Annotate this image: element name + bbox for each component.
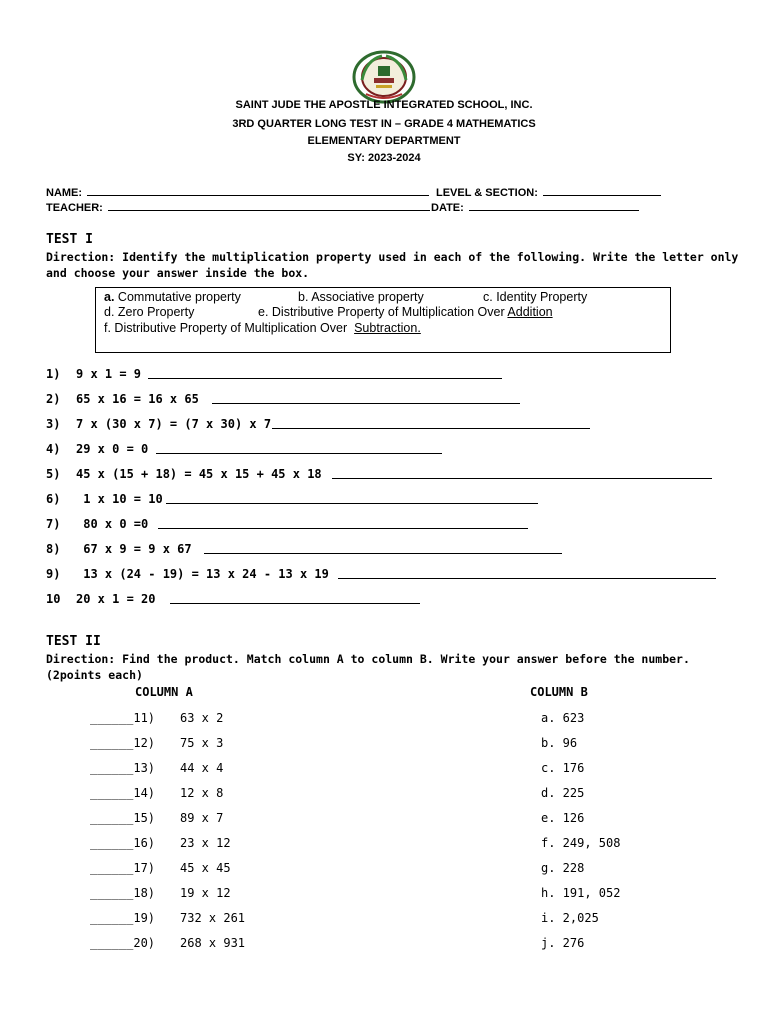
choice-f — [104, 321, 421, 335]
answer-blank[interactable]: ______ — [90, 836, 134, 850]
teacher-label: TEACHER: — [46, 202, 103, 214]
item-number: 12) — [133, 736, 156, 750]
answer-line[interactable] — [212, 403, 520, 404]
column-b-item: c. 176 — [541, 761, 585, 775]
test2-title: TEST II — [46, 634, 101, 649]
item-expression: 19 x 12 — [180, 886, 231, 900]
item-number: 1) — [46, 367, 61, 381]
item-number: 14) — [133, 786, 156, 800]
school-name: SAINT JUDE THE APOSTLE INTEGRATED SCHOOL, INC. — [235, 99, 533, 111]
item-expression: 268 x 931 — [180, 936, 246, 950]
item-number: 16) — [133, 836, 156, 850]
item-text: 1 x 10 = 10 — [76, 492, 163, 506]
column-a-item[interactable] — [90, 886, 155, 900]
department: ELEMENTARY DEPARTMENT — [307, 135, 461, 147]
item-number: 11) — [133, 711, 156, 725]
item-expression: 12 x 8 — [180, 786, 224, 800]
choice-e-word: Addition — [507, 305, 553, 319]
column-a-item[interactable] — [90, 861, 155, 875]
column-a-item[interactable] — [90, 711, 155, 725]
item-number: 17) — [133, 861, 156, 875]
test2-direction-line2: (2points each) — [46, 668, 143, 682]
column-b-item: g. 228 — [541, 861, 585, 875]
item-expression: 44 x 4 — [180, 761, 224, 775]
item-number: 10 — [46, 592, 61, 606]
item-number: 7) — [46, 517, 61, 531]
test1-item[interactable] — [46, 542, 192, 556]
column-b-item: h. 191, 052 — [541, 886, 621, 900]
item-number: 6) — [46, 492, 61, 506]
test1-item[interactable] — [46, 592, 155, 606]
choice-d: d. Zero Property — [104, 305, 195, 319]
item-text: 29 x 0 = 0 — [76, 442, 149, 456]
column-b-item: j. 276 — [541, 936, 585, 950]
teacher-field[interactable] — [46, 201, 430, 214]
answer-line[interactable] — [148, 378, 502, 379]
column-a-item[interactable] — [90, 811, 155, 825]
item-expression: 89 x 7 — [180, 811, 224, 825]
answer-line[interactable] — [272, 428, 590, 429]
choice-f-prefix: f. Distributive Property of Multiplication Over — [104, 321, 348, 335]
test1-item[interactable] — [46, 392, 199, 406]
item-number: 20) — [133, 936, 156, 950]
item-number: 18) — [133, 886, 156, 900]
test1-item[interactable] — [46, 492, 163, 506]
item-number: 19) — [133, 911, 156, 925]
item-number: 13) — [133, 761, 156, 775]
column-b-item: b. 96 — [541, 736, 578, 750]
column-a-item[interactable] — [90, 911, 155, 925]
answer-blank[interactable]: ______ — [90, 911, 134, 925]
test1-item[interactable] — [46, 367, 141, 381]
item-expression: 23 x 12 — [180, 836, 231, 850]
test1-direction-line1: Direction: Identify the multiplication property used in each of the following. Write the letter only — [46, 250, 739, 264]
item-expression: 75 x 3 — [180, 736, 224, 750]
answer-blank[interactable]: ______ — [90, 811, 134, 825]
answer-blank[interactable]: ______ — [90, 711, 134, 725]
column-b-item: d. 225 — [541, 786, 585, 800]
answer-line[interactable] — [156, 453, 442, 454]
item-number: 3) — [46, 417, 61, 431]
test1-item[interactable] — [46, 517, 148, 531]
answer-line[interactable] — [332, 478, 712, 479]
answer-blank[interactable]: ______ — [90, 861, 134, 875]
name-field[interactable] — [46, 186, 429, 199]
answer-line[interactable] — [204, 553, 562, 554]
item-expression: 63 x 2 — [180, 711, 224, 725]
column-b-item: e. 126 — [541, 811, 585, 825]
answer-blank[interactable]: ______ — [90, 736, 134, 750]
column-a-item[interactable] — [90, 761, 155, 775]
answer-blank[interactable]: ______ — [90, 886, 134, 900]
item-text: 13 x (24 - 19) = 13 x 24 - 13 x 19 — [76, 567, 329, 581]
item-text: 45 x (15 + 18) = 45 x 15 + 45 x 18 — [76, 467, 322, 481]
item-number: 2) — [46, 392, 61, 406]
column-b-title: COLUMN B — [530, 685, 588, 699]
item-text: 67 x 9 = 9 x 67 — [76, 542, 192, 556]
exam-title: 3RD QUARTER LONG TEST IN – GRADE 4 MATHEMATICS — [232, 118, 536, 130]
level-section-field[interactable] — [436, 186, 661, 199]
item-text: 65 x 16 = 16 x 65 — [76, 392, 199, 406]
item-number: 4) — [46, 442, 61, 456]
item-expression: 732 x 261 — [180, 911, 246, 925]
answer-line[interactable] — [158, 528, 528, 529]
test1-item[interactable] — [46, 467, 322, 481]
school-logo — [352, 50, 416, 104]
answer-blank[interactable]: ______ — [90, 761, 134, 775]
column-a-item[interactable] — [90, 836, 155, 850]
answer-line[interactable] — [166, 503, 538, 504]
test1-item[interactable] — [46, 442, 148, 456]
item-number: 15) — [133, 811, 156, 825]
name-label: NAME: — [46, 187, 83, 199]
date-label: DATE: — [431, 202, 464, 214]
answer-blank[interactable]: ______ — [90, 936, 134, 950]
answer-line[interactable] — [170, 603, 420, 604]
item-expression: 45 x 45 — [180, 861, 231, 875]
item-text: 9 x 1 = 9 — [76, 367, 142, 381]
test1-item[interactable] — [46, 567, 329, 581]
answer-blank[interactable]: ______ — [90, 786, 134, 800]
choice-a-letter: a. — [104, 290, 115, 304]
choice-e-prefix: e. Distributive Property of Multiplication Over — [258, 305, 505, 319]
item-number: 5) — [46, 467, 61, 481]
answer-line[interactable] — [338, 578, 716, 579]
column-a-item[interactable] — [90, 936, 155, 950]
item-text: 80 x 0 =0 — [76, 517, 149, 531]
date-field[interactable] — [431, 201, 639, 214]
column-a-item[interactable] — [90, 736, 155, 750]
item-number: 8) — [46, 542, 61, 556]
choice-a — [104, 290, 241, 304]
item-text: 7 x (30 x 7) = (7 x 30) x 7 — [76, 417, 272, 431]
test1-title: TEST I — [46, 232, 93, 247]
column-a-title: COLUMN A — [135, 685, 193, 699]
column-a-item[interactable] — [90, 786, 155, 800]
test2-direction-line1: Direction: Find the product. Match column A to column B. Write your answer before the number. — [46, 652, 690, 666]
choice-a-text: Commutative property — [117, 290, 241, 304]
test1-direction-line2: and choose your answer inside the box. — [46, 266, 310, 280]
school-year: SY: 2023-2024 — [347, 152, 421, 164]
item-number: 9) — [46, 567, 61, 581]
column-b-item: f. 249, 508 — [541, 836, 621, 850]
column-b-item: a. 623 — [541, 711, 585, 725]
level-section-label: LEVEL & SECTION: — [436, 187, 538, 199]
test1-item[interactable] — [46, 417, 271, 431]
choice-c: c. Identity Property — [483, 290, 588, 304]
choice-e — [258, 305, 553, 319]
choice-f-word: Subtraction. — [354, 321, 421, 335]
choice-b: b. Associative property — [298, 290, 424, 304]
column-b-item: i. 2,025 — [541, 911, 599, 925]
item-text: 20 x 1 = 20 — [76, 592, 156, 606]
